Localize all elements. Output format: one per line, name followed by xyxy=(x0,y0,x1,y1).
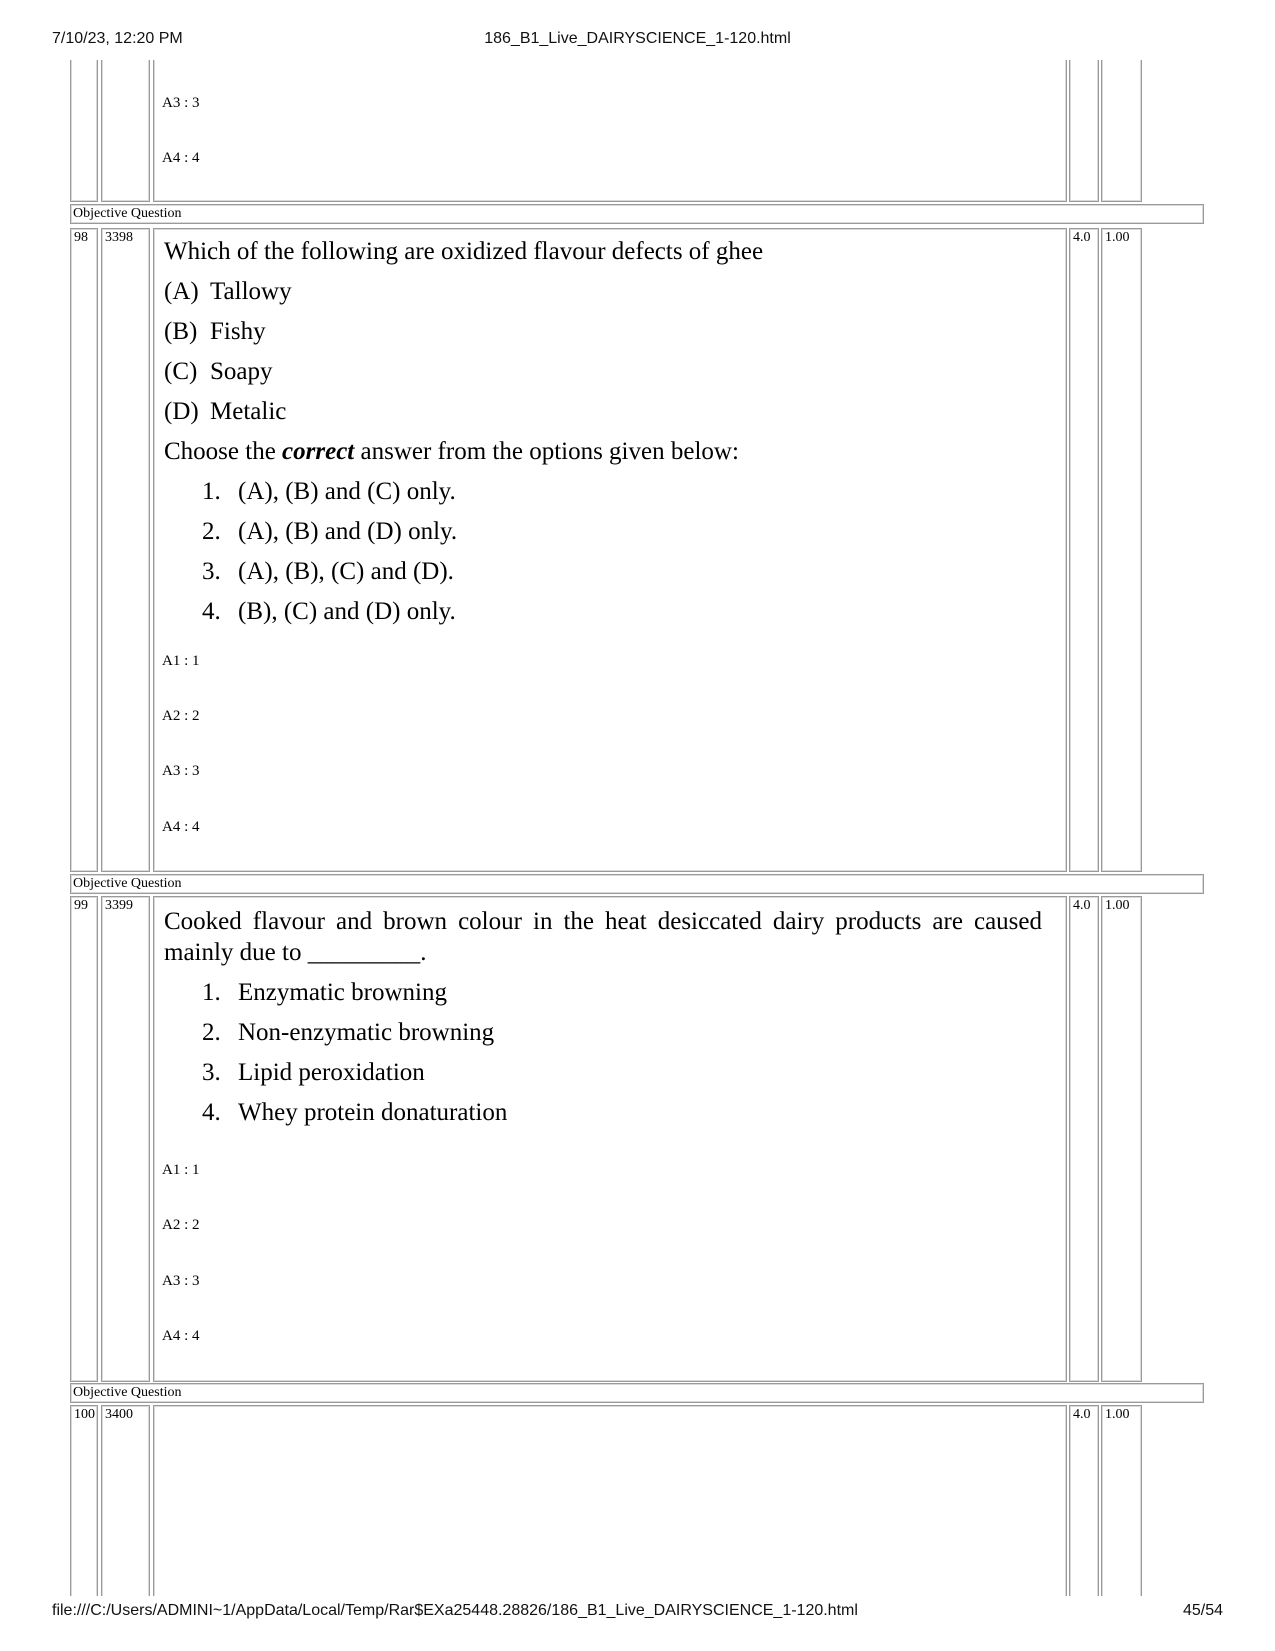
negative-marks-cell: 1.00 xyxy=(1101,896,1142,1382)
statement-option: (A) Tallowy xyxy=(164,278,292,305)
question-stem: Which of the following are oxidized flavour defects of ghee xyxy=(164,238,764,265)
answer-option: A3 : 3 xyxy=(162,95,200,111)
question-cell xyxy=(153,1405,1067,1596)
answer-choice: 4. (B), (C) and (D) only. xyxy=(202,598,456,625)
question-id-cell: 3400 xyxy=(101,1405,150,1596)
negative-marks-cell xyxy=(1101,60,1142,202)
marks-cell: 4.0 xyxy=(1069,1405,1099,1596)
answer-choice: 2. (A), (B) and (D) only. xyxy=(202,518,458,545)
answer-option: A3 : 3 xyxy=(162,1273,200,1289)
serial-number-cell: 99 xyxy=(70,896,98,1382)
question-body xyxy=(164,906,1042,1128)
answer-option: A3 : 3 xyxy=(162,763,200,779)
marks-cell: 4.0 xyxy=(1069,896,1099,1382)
question-stem: Cooked flavour and brown colour in the heat desiccated dairy products are caused mainly due to _________. xyxy=(164,908,1042,966)
instruction-text: Choose the correct answer from the options given below: xyxy=(164,438,739,465)
answer-option: A4 : 4 xyxy=(162,1328,200,1344)
page-number: 45/54 xyxy=(1182,1602,1223,1619)
serial-number-cell: 98 xyxy=(70,228,98,872)
statement-option: (D) Metalic xyxy=(164,398,287,425)
sno-cell xyxy=(70,60,98,202)
question-type-label: Objective Question xyxy=(70,204,1204,224)
answer-option: A2 : 2 xyxy=(162,708,200,724)
answer-choice: 1. (A), (B) and (C) only. xyxy=(202,478,456,505)
question-type-label: Objective Question xyxy=(70,874,1204,894)
answer-choice: 1. Enzymatic browning xyxy=(202,979,447,1006)
answer-option: A1 : 1 xyxy=(162,653,200,669)
answer-choice: 4. Whey protein donaturation xyxy=(202,1099,508,1126)
print-datetime: 7/10/23, 12:20 PM xyxy=(52,30,183,47)
qid-cell xyxy=(101,60,150,202)
question-id-cell: 3398 xyxy=(101,228,150,872)
question-id-cell: 3399 xyxy=(101,896,150,1382)
answer-option: A1 : 1 xyxy=(162,1162,200,1178)
question-type-label: Objective Question xyxy=(70,1383,1204,1403)
file-path: file:///C:/Users/ADMINI~1/AppData/Local/Temp/Rar$EXa25448.28826/186_B1_Live_DAIRYSCIENCE_1-120.html xyxy=(52,1602,858,1619)
answer-choice: 3. (A), (B), (C) and (D). xyxy=(202,558,454,585)
answer-choice: 2. Non-enzymatic browning xyxy=(202,1019,495,1046)
marks-cell xyxy=(1069,60,1099,202)
answer-option: A2 : 2 xyxy=(162,1217,200,1233)
question-cell xyxy=(153,60,1067,202)
answer-option: A4 : 4 xyxy=(162,819,200,835)
marks-cell: 4.0 xyxy=(1069,228,1099,872)
statement-option: (B) Fishy xyxy=(164,318,266,345)
print-document-title: 186_B1_Live_DAIRYSCIENCE_1-120.html xyxy=(484,30,791,47)
negative-marks-cell: 1.00 xyxy=(1101,1405,1142,1596)
answer-choice: 3. Lipid peroxidation xyxy=(202,1059,425,1086)
statement-option: (C) Soapy xyxy=(164,358,273,385)
question-body xyxy=(164,236,1094,627)
answer-option: A4 : 4 xyxy=(162,150,200,166)
negative-marks-cell: 1.00 xyxy=(1101,228,1142,872)
serial-number-cell: 100 xyxy=(70,1405,98,1596)
question-table xyxy=(70,60,1204,1596)
